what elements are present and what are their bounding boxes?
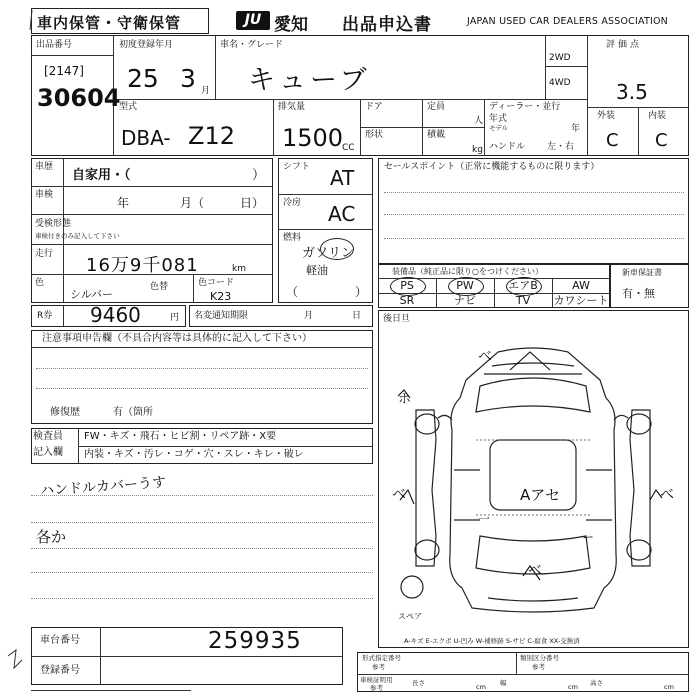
model-label: 型式 [119,102,138,112]
warranty-yes-no: 有・無 [622,287,655,300]
width-label: 幅 [500,679,507,687]
cert-ref-label: 車検証明用 [360,676,393,684]
model-prefix: DBA- [121,126,171,150]
equipment-label: 装備品（純正品に限り○をつけください） [392,267,543,276]
exterior-label: 外装 [597,111,616,121]
category-no-label: 類別区分番号 [520,654,559,662]
color-label: 色 [35,278,45,288]
sales-point-label: セールスポイント（正常に機能するものに限ります） [384,162,600,172]
interior-label: 内装 [648,111,667,121]
equipment-item: PW [436,279,494,293]
association-name: JAPAN USED CAR DEALERS ASSOCIATION [467,16,668,27]
length-label: 長さ [412,679,425,687]
equipment-item: TV [515,294,531,307]
equipment-item: PS [378,279,436,293]
receiving-note: 車検付きのみ記入して下さい [35,232,120,240]
reg-month: 3 [180,64,196,93]
width-unit: cm [568,683,578,691]
diagram-mark-left-top: ホ [398,392,412,407]
model-year-label: 年式 [489,114,508,124]
equipment-item: ナビ [454,294,476,307]
shift-label: シフト [283,162,311,172]
history-value: 自家用・（ [72,168,131,183]
chassis-label: 車台番号 [40,635,80,646]
category-no-ref: 参考 [532,663,545,671]
inspection-day: 日） [240,196,265,210]
recycle-label: R券 [37,311,53,321]
car-name: キューブ [248,65,371,96]
spare-label: スペア [398,612,422,621]
yen-unit: 円 [170,313,180,323]
receiving-form-label: 受検形態 [35,219,72,229]
recycle-value: 9460 [90,303,141,327]
inspection-label: 車検 [35,190,54,200]
inspector-label: 検査員 [33,431,63,442]
color-value: シルバー [70,288,113,301]
model-sub-label: モデル [489,124,509,132]
handle-label: ハンドル [489,142,526,152]
load-label: 積載 [427,130,446,140]
form-title: 出品申込書 [342,15,432,35]
kg-unit: kg [472,145,483,155]
fuel-value: ガソリン [302,246,355,261]
storage-title: 車内保管・守衛保管 [37,14,182,32]
lot-no-label: 出品番号 [36,40,73,50]
diagram-mark-right-mid: ベ [660,487,674,503]
color-code-label: 色コード [198,278,235,288]
reg-month-unit: 月 [201,86,211,96]
aircon-label: 冷房 [283,198,302,208]
fuel-paren-l: （ [286,285,299,299]
displacement-value: 1500 [282,124,344,152]
history-close: ） [252,168,266,183]
reg-no-label: 登録番号 [40,665,80,676]
score-label: 評価点 [606,40,643,50]
warranty-label: 新車保証書 [622,268,662,277]
fuel-label: 燃料 [283,233,302,243]
length-unit: cm [476,683,486,691]
repair-history-value: 有（箇所 [113,407,153,418]
damage-legend: A-キズ E-エクボ U-凹み W-補修跡 S-サビ C-腐食 XX-交換済 [404,637,580,645]
check-exterior: FW・キズ・飛石・ヒビ割・リペア跡・X要 [84,431,277,442]
lot-small: [2147] [44,64,84,78]
diagram-mark-top: ベ [478,349,492,365]
dealer-label: ディーラー・並行 [489,102,561,112]
equipment-item: カワシート [553,294,609,307]
name-change-day: 日 [352,311,362,321]
cc-label: CC [342,143,355,153]
chassis-value: 259935 [208,628,302,654]
shape-label: 形状 [365,130,384,140]
fuel-light-label: 軽油 [306,264,328,277]
ju-logo-text: JU [244,12,262,28]
interior-value: C [655,130,668,151]
name-change-label: 名変通知期限 [194,311,249,321]
color-code-value: K23 [210,290,232,303]
inspection-year: 年 [117,196,130,210]
entry-label: 記入欄 [33,447,63,458]
color-change-label: 色替 [150,282,169,292]
history-label: 車歴 [35,162,54,172]
mileage-value: 16万9千081 [86,255,199,276]
aircon-value: AC [328,202,356,226]
equipment-item: エアB [494,279,552,293]
km-unit: km [232,264,246,274]
diagram-mark-small1: 一 [478,512,491,526]
displacement-label: 排気量 [278,102,306,112]
reg-year: 25 [127,64,159,93]
notes-label: 注意事項申告欄（不具合内容等は具体的に記入して下さい） [42,333,312,344]
exterior-value: C [606,130,619,151]
mileage-label: 走行 [35,249,54,259]
capacity-label: 定員 [427,102,446,112]
name-change-month: 月 [304,311,314,321]
inspection-month: 月（ [180,196,205,210]
shift-value: AT [330,166,355,190]
model-code: Z12 [188,122,235,150]
cert-ref-sub: 参考 [370,684,383,692]
repair-history-label: 修復歴 [50,407,80,418]
height-unit: cm [664,683,674,691]
fuel-paren-r: ） [355,285,368,299]
equipment-item: AW [572,279,590,292]
left-right: 左・右 [547,142,575,152]
year-unit: 年 [571,124,581,134]
height-label: 高さ [590,679,603,687]
person-unit: 人 [474,116,484,126]
diagram-mark-left-mid: ベ [392,487,406,503]
form-no-label: 形式指定番号 [362,654,401,662]
equipment-item: SR [399,294,415,307]
diagram-mark-rear: ベ [528,563,542,579]
handwritten-note: ハンドルカバーうす [39,474,167,500]
lot-no: 30604 [37,84,121,112]
4wd-label: 4WD [549,78,571,88]
org-name: 愛知 [274,15,308,35]
doors-label: ドア [365,102,383,112]
diagram-mark-small2: ー [582,530,595,544]
score-value: 3.5 [616,80,648,104]
car-name-label: 車名・グレード [220,40,284,50]
form-no-ref: 参考 [372,663,385,671]
diagram-mark-center: Aアセ [520,486,561,504]
check-interior: 内装・キズ・汚レ・コゲ・穴・スレ・キレ・破レ [84,449,304,460]
rear-seat-label: 後日旦 [383,314,411,324]
2wd-label: 2WD [549,53,571,63]
first-reg-label: 初度登録年月 [119,40,174,50]
handwritten-note-2: 各か [36,528,67,546]
